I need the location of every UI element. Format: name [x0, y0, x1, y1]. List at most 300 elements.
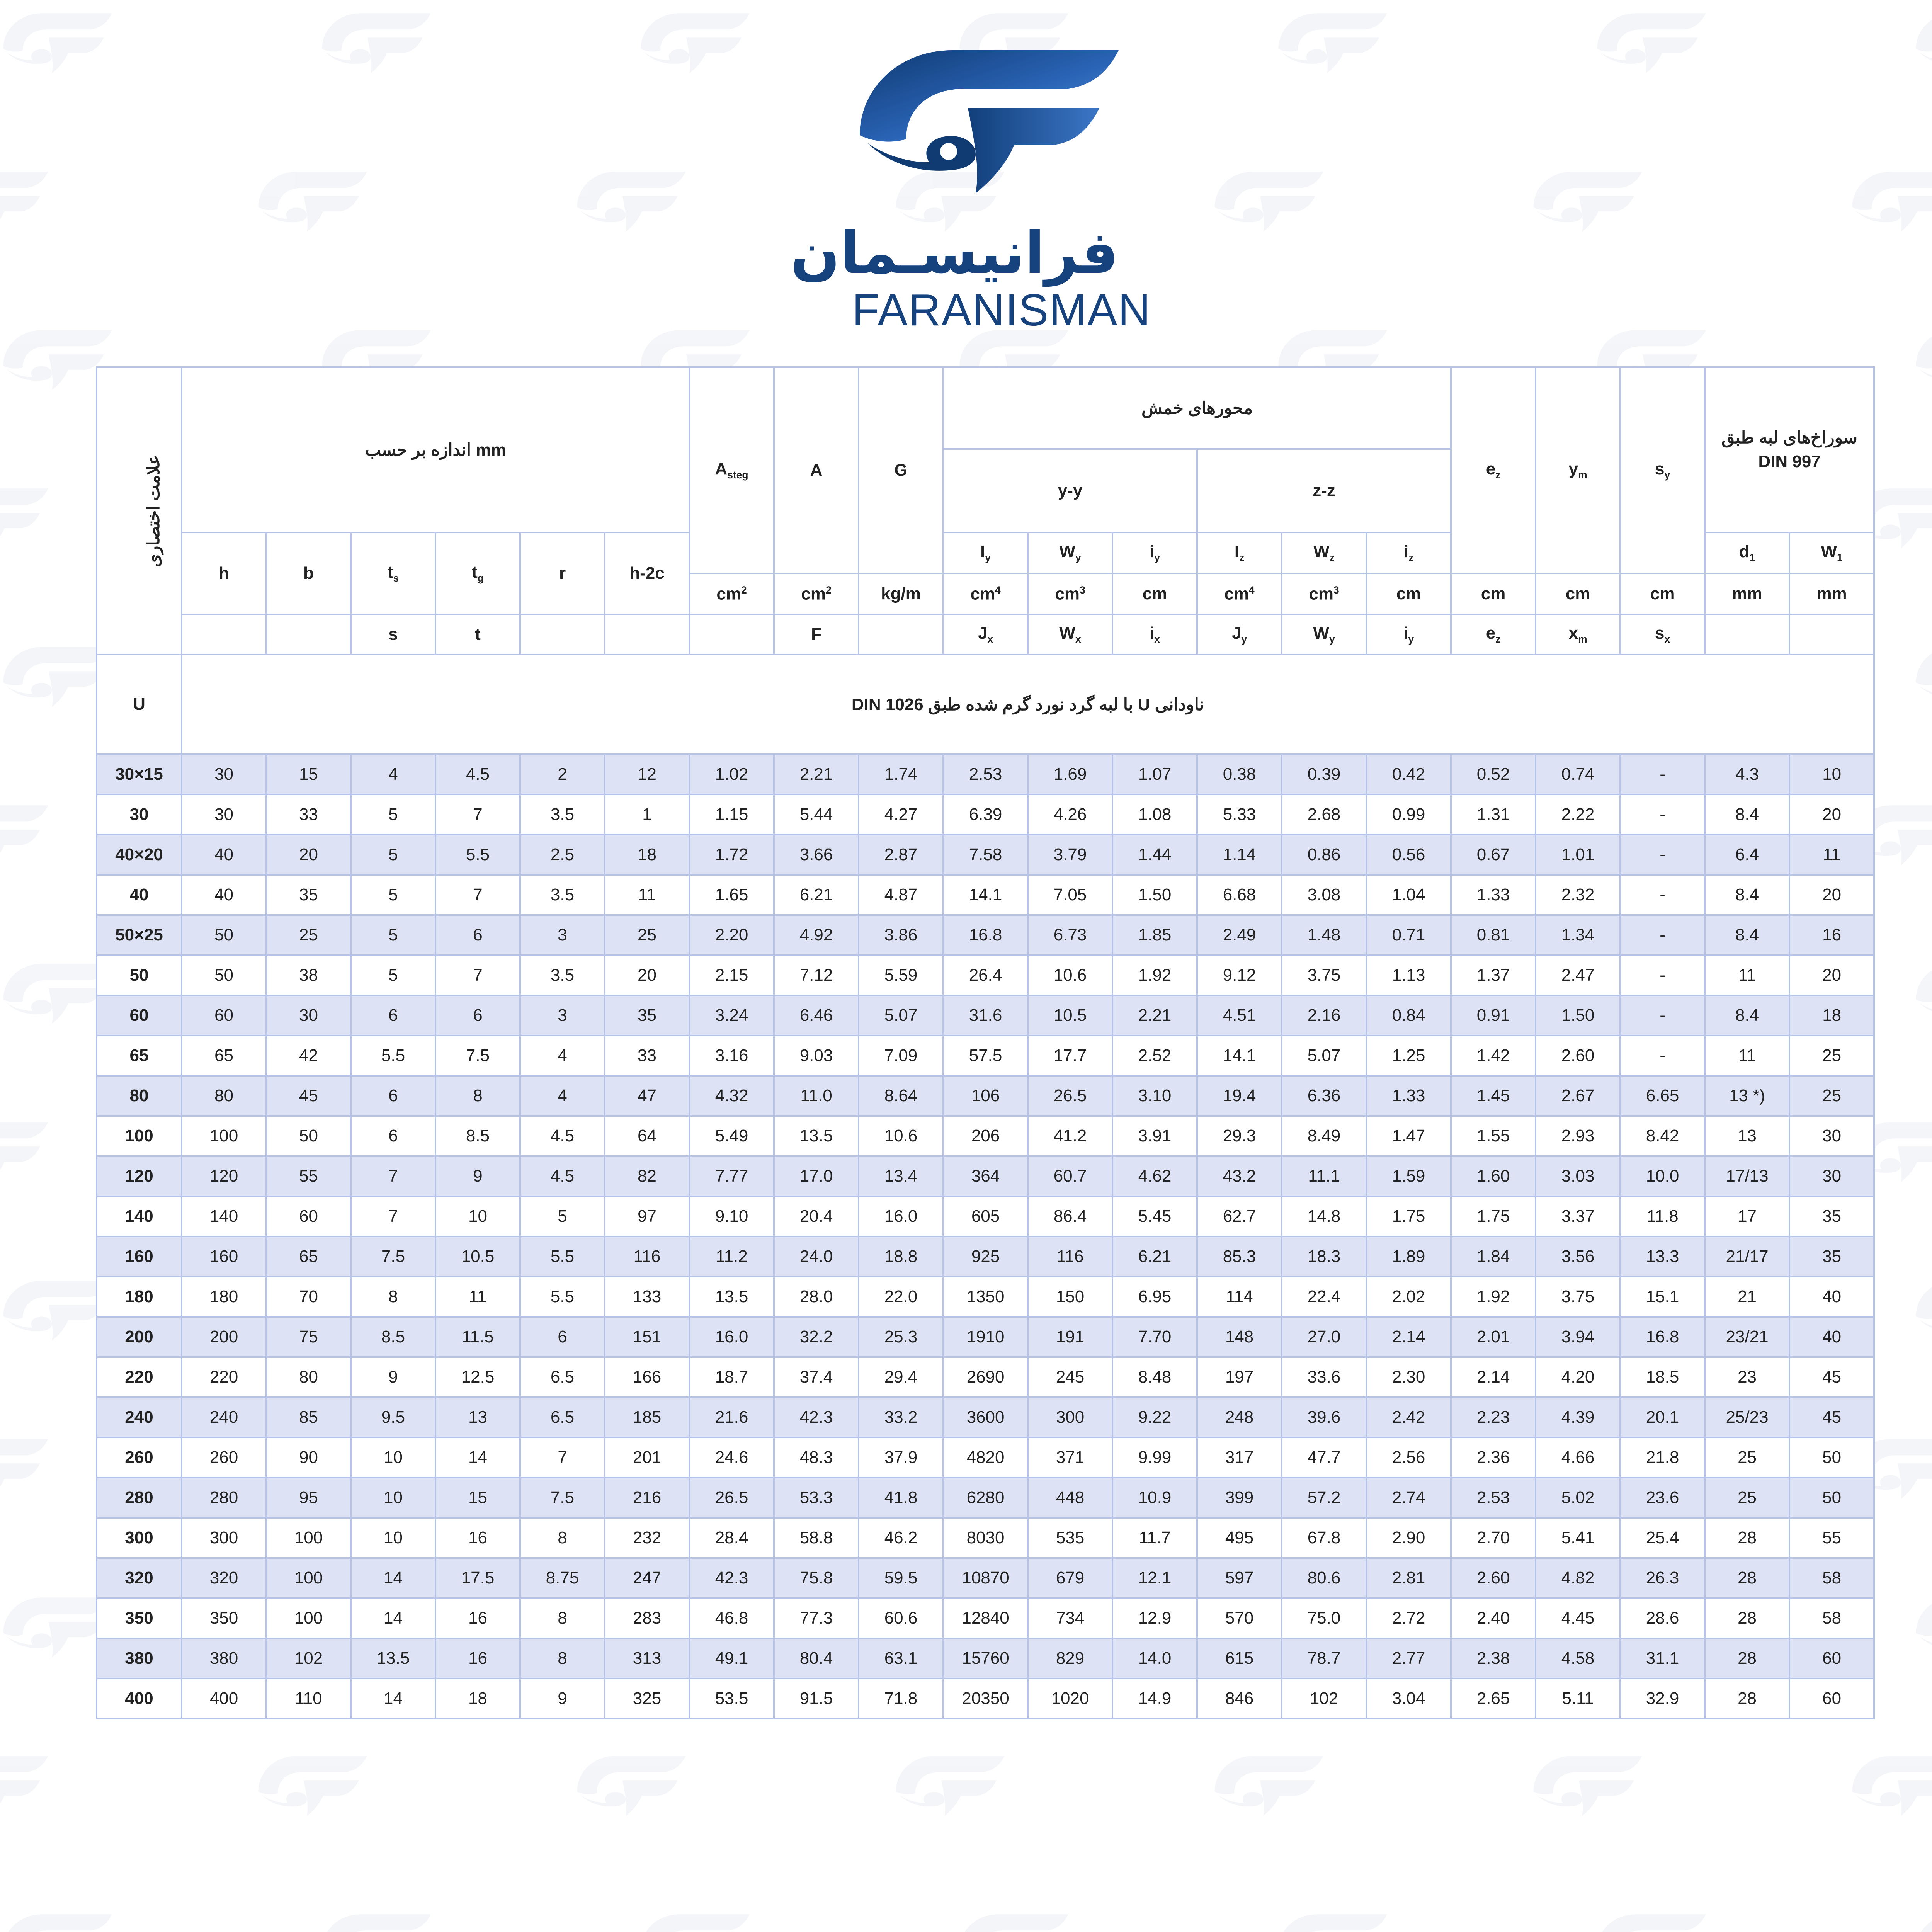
table-cell: 16 [1789, 915, 1874, 955]
table-cell: 232 [605, 1518, 689, 1558]
watermark-logo-icon [1916, 330, 1932, 390]
table-cell: 1020 [1028, 1679, 1112, 1719]
table-cell: 50 [182, 955, 266, 995]
table-cell: 13.5 [351, 1638, 435, 1679]
table-cell: 0.71 [1366, 915, 1451, 955]
table-cell: 106 [943, 1076, 1028, 1116]
table-cell: 120 [182, 1156, 266, 1196]
bending-axes-header: محورهای خمش [943, 367, 1451, 449]
row-designation: 280 [97, 1478, 182, 1518]
watermark-logo-icon [1214, 1756, 1323, 1816]
table-cell: 13.5 [774, 1116, 859, 1156]
table-cell: 80.6 [1282, 1558, 1366, 1598]
table-cell: 1 [605, 794, 689, 835]
table-cell: 58 [1789, 1558, 1874, 1598]
table-cell: 5 [520, 1196, 605, 1236]
table-cell: 20 [1789, 875, 1874, 915]
table-cell: 11.7 [1112, 1518, 1197, 1558]
table-cell: 116 [605, 1236, 689, 1277]
table-cell: 4.26 [1028, 794, 1112, 835]
table-cell: 37.9 [859, 1437, 943, 1478]
table-cell: 679 [1028, 1558, 1112, 1598]
table-cell: 17/13 [1705, 1156, 1789, 1196]
alt-empty-h2c [605, 614, 689, 655]
table-cell: 6.39 [943, 794, 1028, 835]
table-cell: 35 [605, 995, 689, 1036]
table-cell: 91.5 [774, 1679, 859, 1719]
table-cell: 9 [435, 1156, 520, 1196]
table-cell: 30 [1789, 1156, 1874, 1196]
table-cell: 3.10 [1112, 1076, 1197, 1116]
table-cell: 25 [1789, 1076, 1874, 1116]
table-cell: 399 [1197, 1478, 1282, 1518]
watermark-logo-icon [1916, 964, 1932, 1024]
table-cell: 1.84 [1451, 1236, 1536, 1277]
table-cell: 1.72 [689, 835, 774, 875]
table-cell: 35 [1789, 1196, 1874, 1236]
table-cell: 8 [520, 1518, 605, 1558]
ym-header: $y_m$ [1536, 367, 1620, 573]
table-cell: 6 [435, 915, 520, 955]
table-cell: 21/17 [1705, 1236, 1789, 1277]
table-cell: 4.3 [1705, 754, 1789, 794]
table-cell: 7 [520, 1437, 605, 1478]
designation-header: علامت اختصاری [97, 367, 182, 655]
table-cell: 0.67 [1451, 835, 1536, 875]
table-cell: 18 [605, 835, 689, 875]
table-cell: 1.75 [1366, 1196, 1451, 1236]
table-cell: 32.9 [1620, 1679, 1705, 1719]
table-cell: 9.03 [774, 1036, 859, 1076]
table-cell: 0.52 [1451, 754, 1536, 794]
table-cell: 4.27 [859, 794, 943, 835]
table-cell: 2.74 [1366, 1478, 1451, 1518]
table-cell: 18 [1789, 995, 1874, 1036]
watermark-logo-icon [3, 1914, 112, 1932]
table-row [97, 1036, 1874, 1076]
asteg-header: $A_{steg}$ [689, 367, 774, 573]
table-cell: 15760 [943, 1638, 1028, 1679]
table-cell: 14.0 [1112, 1638, 1197, 1679]
table-cell: - [1620, 835, 1705, 875]
table-cell: 8 [435, 1076, 520, 1116]
table-cell: 45 [1789, 1397, 1874, 1437]
watermark-logo-icon [1533, 172, 1642, 231]
table-cell: 216 [605, 1478, 689, 1518]
table-cell: 605 [943, 1196, 1028, 1236]
table-cell: 25.4 [1620, 1518, 1705, 1558]
alt-iy: $i_y$ [1366, 614, 1451, 655]
table-cell: 4 [520, 1036, 605, 1076]
table-cell: 8.5 [351, 1317, 435, 1357]
table-cell: 15.1 [1620, 1277, 1705, 1317]
table-cell: 2.38 [1451, 1638, 1536, 1679]
table-cell: 4.58 [1536, 1638, 1620, 1679]
table-cell: 2.67 [1536, 1076, 1620, 1116]
table-cell: 4.45 [1536, 1598, 1620, 1638]
table-row [97, 995, 1874, 1036]
table-cell: 17.5 [435, 1558, 520, 1598]
table-cell: 3.04 [1366, 1679, 1451, 1719]
table-cell: 2.93 [1536, 1116, 1620, 1156]
table-cell: 30 [266, 995, 351, 1036]
row-designation: 200 [97, 1317, 182, 1357]
table-cell: 12.5 [435, 1357, 520, 1397]
row-designation: 400 [97, 1679, 182, 1719]
table-cell: 41.8 [859, 1478, 943, 1518]
table-cell: 24.0 [774, 1236, 859, 1277]
table-cell: 58.8 [774, 1518, 859, 1558]
table-cell: 45 [1789, 1357, 1874, 1397]
alt-t: t [435, 614, 520, 655]
table-cell: 7.09 [859, 1036, 943, 1076]
row-designation: 320 [97, 1558, 182, 1598]
alt-Wx: $W_x$ [1028, 614, 1112, 655]
table-cell: 2.21 [1112, 995, 1197, 1036]
table-cell: 317 [1197, 1437, 1282, 1478]
watermark-logo-icon [1852, 172, 1932, 231]
table-cell: 35 [266, 875, 351, 915]
table-cell: 3.24 [689, 995, 774, 1036]
table-cell: 240 [182, 1397, 266, 1437]
table-cell: 448 [1028, 1478, 1112, 1518]
watermark-logo-icon [959, 1914, 1068, 1932]
table-cell: 20 [1789, 955, 1874, 995]
table-cell: 201 [605, 1437, 689, 1478]
table-cell: 220 [182, 1357, 266, 1397]
table-cell: 4.39 [1536, 1397, 1620, 1437]
table-cell: 15 [266, 754, 351, 794]
table-cell: 5.45 [1112, 1196, 1197, 1236]
row-designation: 80 [97, 1076, 182, 1116]
table-cell: 283 [605, 1598, 689, 1638]
table-cell: 6.95 [1112, 1277, 1197, 1317]
table-cell: 5.41 [1536, 1518, 1620, 1558]
table-cell: 110 [266, 1679, 351, 1719]
table-cell: 2.77 [1366, 1638, 1451, 1679]
table-cell: 2 [520, 754, 605, 794]
table-cell: 2.23 [1451, 1397, 1536, 1437]
unit-cm4-y: $cm^4$ [943, 573, 1028, 614]
table-cell: 13.5 [689, 1277, 774, 1317]
table-cell: 1.01 [1536, 835, 1620, 875]
table-cell: 13 [1705, 1116, 1789, 1156]
table-cell: 5 [351, 835, 435, 875]
table-cell: 166 [605, 1357, 689, 1397]
unit-cm-iz: cm [1366, 573, 1451, 614]
table-cell: 48.3 [774, 1437, 859, 1478]
table-cell: 3600 [943, 1397, 1028, 1437]
table-row [97, 1196, 1874, 1236]
table-cell: 313 [605, 1638, 689, 1679]
table-cell: 148 [1197, 1317, 1282, 1357]
table-cell: 13 [435, 1397, 520, 1437]
table-cell: 0.39 [1282, 754, 1366, 794]
table-cell: 4820 [943, 1437, 1028, 1478]
table-cell: 1.44 [1112, 835, 1197, 875]
table-cell: 28.0 [774, 1277, 859, 1317]
table-cell: 300 [182, 1518, 266, 1558]
table-cell: 60 [1789, 1679, 1874, 1719]
table-cell: 42.3 [774, 1397, 859, 1437]
table-cell: 29.4 [859, 1357, 943, 1397]
table-cell: 100 [182, 1116, 266, 1156]
table-cell: 3.08 [1282, 875, 1366, 915]
dimensions-header: اندازه بر حسب mm [182, 367, 689, 532]
table-cell: 7.58 [943, 835, 1028, 875]
table-cell: 16 [435, 1598, 520, 1638]
table-cell: 1.50 [1536, 995, 1620, 1036]
table-cell: 7 [435, 794, 520, 835]
table-cell: 2.30 [1366, 1357, 1451, 1397]
table-cell: 0.99 [1366, 794, 1451, 835]
row-designation: 220 [97, 1357, 182, 1397]
table-cell: 53.5 [689, 1679, 774, 1719]
table-row [97, 1598, 1874, 1638]
table-cell: 25/23 [1705, 1397, 1789, 1437]
table-cell: 1.42 [1451, 1036, 1536, 1076]
table-cell: 247 [605, 1558, 689, 1598]
table-cell: 1.59 [1366, 1156, 1451, 1196]
table-cell: 8.4 [1705, 875, 1789, 915]
watermark-logo-icon [1278, 1914, 1387, 1932]
table-cell: 95 [266, 1478, 351, 1518]
table-cell: 1.85 [1112, 915, 1197, 955]
table-cell: 25 [1705, 1437, 1789, 1478]
table-cell: 33.2 [859, 1397, 943, 1437]
table-cell: 10 [1789, 754, 1874, 794]
table-cell: 7.77 [689, 1156, 774, 1196]
table-cell: 325 [605, 1679, 689, 1719]
table-cell: 47.7 [1282, 1437, 1366, 1478]
table-cell: 1910 [943, 1317, 1028, 1357]
header-row-alt-symbols [97, 614, 1874, 655]
table-cell: 3.91 [1112, 1116, 1197, 1156]
table-cell: 4.5 [435, 754, 520, 794]
table-cell: 3.03 [1536, 1156, 1620, 1196]
table-cell: 2.87 [859, 835, 943, 875]
table-cell: 11.0 [774, 1076, 859, 1116]
table-cell: 28 [1705, 1679, 1789, 1719]
table-cell: 364 [943, 1156, 1028, 1196]
table-cell: 20 [266, 835, 351, 875]
table-cell: 31.1 [1620, 1638, 1705, 1679]
table-cell: 114 [1197, 1277, 1282, 1317]
table-row [97, 1437, 1874, 1478]
table-row [97, 1116, 1874, 1156]
h-header: h [182, 532, 266, 614]
table-cell: 2690 [943, 1357, 1028, 1397]
alt-s: s [351, 614, 435, 655]
table-cell: 570 [1197, 1598, 1282, 1638]
table-cell: 10 [351, 1518, 435, 1558]
table-cell: 4.5 [520, 1156, 605, 1196]
table-cell: 3.75 [1536, 1277, 1620, 1317]
table-cell: 3.86 [859, 915, 943, 955]
table-cell: 5.02 [1536, 1478, 1620, 1518]
table-cell: 20.1 [1620, 1397, 1705, 1437]
watermark-logo-icon [0, 488, 48, 548]
table-cell: 8.4 [1705, 794, 1789, 835]
row-designation: 180 [97, 1277, 182, 1317]
table-cell: 75.8 [774, 1558, 859, 1598]
table-cell: 7 [351, 1196, 435, 1236]
table-cell: 2.68 [1282, 794, 1366, 835]
table-cell: 16 [435, 1518, 520, 1558]
table-cell: 4 [351, 754, 435, 794]
iy-radius-header: $i_y$ [1112, 532, 1197, 573]
table-cell: 3.66 [774, 835, 859, 875]
row-designation: 350 [97, 1598, 182, 1638]
table-cell: 80 [266, 1357, 351, 1397]
table-cell: 2.60 [1451, 1558, 1536, 1598]
row-designation: 300 [97, 1518, 182, 1558]
table-cell: 25 [1789, 1036, 1874, 1076]
table-cell: 2.5 [520, 835, 605, 875]
watermark-logo-icon [577, 172, 685, 231]
axis-yy-header: y-y [943, 449, 1197, 532]
watermark-logo-icon [1916, 1914, 1932, 1932]
table-cell: 21.8 [1620, 1437, 1705, 1478]
table-cell: 3 [520, 995, 605, 1036]
watermark-logo-icon [0, 1122, 48, 1182]
table-row [97, 1638, 1874, 1679]
table-cell: 0.42 [1366, 754, 1451, 794]
table-cell: 8030 [943, 1518, 1028, 1558]
table-cell: 1.31 [1451, 794, 1536, 835]
table-cell: 75.0 [1282, 1598, 1366, 1638]
watermark-logo-icon [1916, 1281, 1932, 1340]
table-cell: 4.51 [1197, 995, 1282, 1036]
faranisman-emblem-icon [852, 46, 1119, 216]
iy-moment-header: $I_y$ [943, 532, 1028, 573]
table-cell: 23 [1705, 1357, 1789, 1397]
unit-cm4-z: $cm^4$ [1197, 573, 1282, 614]
alt-Jx: $J_x$ [943, 614, 1028, 655]
table-cell: 7 [435, 875, 520, 915]
table-cell: 1.48 [1282, 915, 1366, 955]
table-cell: 9.10 [689, 1196, 774, 1236]
table-cell: - [1620, 1036, 1705, 1076]
table-cell: 71.8 [859, 1679, 943, 1719]
table-cell: 13.4 [859, 1156, 943, 1196]
table-cell: 1.47 [1366, 1116, 1451, 1156]
row-designation: 380 [97, 1638, 182, 1679]
tg-header: $t_g$ [435, 532, 520, 614]
table-cell: 47 [605, 1076, 689, 1116]
table-cell: 6.21 [774, 875, 859, 915]
table-cell: 1.33 [1366, 1076, 1451, 1116]
table-cell: 11.1 [1282, 1156, 1366, 1196]
alt-empty-b [266, 614, 351, 655]
table-cell: 1.37 [1451, 955, 1536, 995]
table-cell: 45 [266, 1076, 351, 1116]
table-cell: 0.81 [1451, 915, 1536, 955]
table-cell: 24.6 [689, 1437, 774, 1478]
table-cell: 197 [1197, 1357, 1282, 1397]
weight-header: G [859, 367, 943, 573]
table-cell: 8 [520, 1598, 605, 1638]
table-cell: 0.84 [1366, 995, 1451, 1036]
row-designation: 120 [97, 1156, 182, 1196]
table-cell: 42 [266, 1036, 351, 1076]
table-cell: 7 [351, 1156, 435, 1196]
table-cell: 29.3 [1197, 1116, 1282, 1156]
table-cell: 6.73 [1028, 915, 1112, 955]
table-cell: 1.34 [1536, 915, 1620, 955]
table-row [97, 835, 1874, 875]
table-cell: 1.08 [1112, 794, 1197, 835]
table-cell: 50 [1789, 1478, 1874, 1518]
alt-Jy: $J_y$ [1197, 614, 1282, 655]
alt-ez: $e_z$ [1451, 614, 1536, 655]
table-cell: 16.8 [1620, 1317, 1705, 1357]
table-cell: 6.46 [774, 995, 859, 1036]
table-cell: 1.89 [1366, 1236, 1451, 1277]
table-cell: 1.07 [1112, 754, 1197, 794]
table-cell: 2.53 [943, 754, 1028, 794]
table-cell: 151 [605, 1317, 689, 1357]
wy-header: $W_y$ [1028, 532, 1112, 573]
row-designation: 30×15 [97, 754, 182, 794]
unit-kgm: kg/m [859, 573, 943, 614]
table-cell: 62.7 [1197, 1196, 1282, 1236]
table-cell: 12.9 [1112, 1598, 1197, 1638]
table-cell: 3.16 [689, 1036, 774, 1076]
table-cell: 8.64 [859, 1076, 943, 1116]
table-cell: 5 [351, 794, 435, 835]
table-cell: 1.92 [1451, 1277, 1536, 1317]
table-cell: - [1620, 915, 1705, 955]
table-cell: 16.0 [859, 1196, 943, 1236]
watermark-logo-icon [1278, 13, 1387, 73]
watermark-logo-icon [577, 1756, 685, 1816]
table-cell: 7.5 [351, 1236, 435, 1277]
table-cell: - [1620, 955, 1705, 995]
table-cell: 20350 [943, 1679, 1028, 1719]
watermark-logo-icon [1597, 13, 1706, 73]
table-cell: 3.79 [1028, 835, 1112, 875]
table-cell: 10.5 [1028, 995, 1112, 1036]
table-cell: 57.2 [1282, 1478, 1366, 1518]
table-cell: 63.1 [859, 1638, 943, 1679]
table-cell: 6.5 [520, 1357, 605, 1397]
table-cell: 7 [435, 955, 520, 995]
table-row [97, 1558, 1874, 1598]
table-cell: 50 [182, 915, 266, 955]
table-cell: 11.2 [689, 1236, 774, 1277]
table-row [97, 794, 1874, 835]
table-cell: 245 [1028, 1357, 1112, 1397]
table-cell: 8 [351, 1277, 435, 1317]
table-cell: 10 [435, 1196, 520, 1236]
table-cell: 40 [182, 835, 266, 875]
table-row [97, 955, 1874, 995]
table-row [97, 1277, 1874, 1317]
table-cell: 3.5 [520, 955, 605, 995]
table-cell: 11 [605, 875, 689, 915]
watermark-logo-icon [896, 1756, 1004, 1816]
table-cell: 6.4 [1705, 835, 1789, 875]
table-cell: 2.36 [1451, 1437, 1536, 1478]
table-cell: 18.3 [1282, 1236, 1366, 1277]
table-cell: 11.5 [435, 1317, 520, 1357]
d1-header: $d_1$ [1705, 532, 1789, 573]
table-cell: 43.2 [1197, 1156, 1282, 1196]
table-cell: 615 [1197, 1638, 1282, 1679]
table-cell: 37.4 [774, 1357, 859, 1397]
table-cell: 22.0 [859, 1277, 943, 1317]
